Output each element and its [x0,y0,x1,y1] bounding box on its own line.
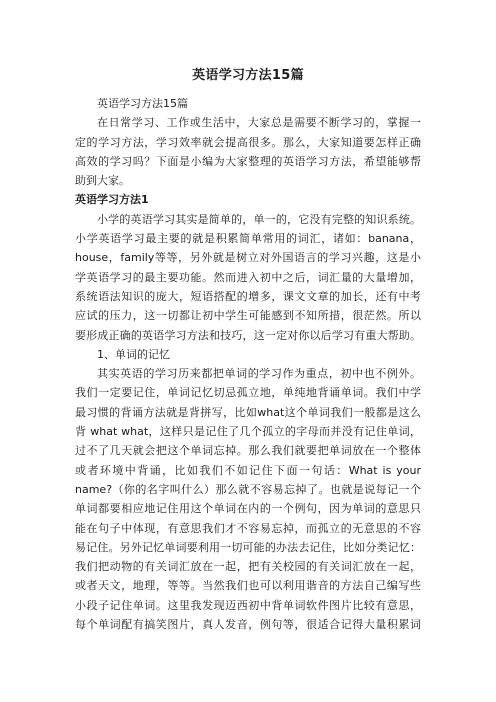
text-line: 单词都要相应地记住用这个单词在内的一个例句，因为单词的意思只 [75,502,421,516]
text-line: 小学的英语学习其实是简单的，单一的，它没有完整的知识系统。 [97,212,421,226]
text-line: 背 what what，这样只是记住了几个孤立的字母而并没有记住单词， [75,425,421,439]
text-line: 英语学习方法15篇 [97,97,188,110]
text-line: 1、单词的记忆 [97,347,170,361]
text-line: 或者天文，地理，等等。当然我们也可以利用谐音的方法自己编写些 [75,579,421,593]
text-line: 定的学习方法，学习效率就会提高很多。那么，大家知道要怎样正确 [75,135,421,149]
text-line: name?（你的名字叫什么）那么就不容易忘掉了。也就是说每记一个 [75,482,421,496]
text-line: 易记住。另外记忆单词要利用一切可能的办法去记住，比如分类记忆： [75,540,421,554]
text-line: 能在句子中体现，有意思我们才不容易忘掉，而孤立的无意思的不容 [75,521,421,535]
document-body [75,94,421,634]
text-line: house，family等等，另外就是树立对外国语言的学习兴趣，这是小 [75,251,421,265]
text-line: 我们把动物的有关词汇放在一起，把有关校园的有关词汇放在一起， [75,560,421,574]
section-heading: 英语学习方法1 [75,193,149,207]
text-line: 助到大家。 [75,174,130,188]
text-line: 应试的压力，这一切都让初中学生可能感到不知所措，很茫然。所以 [75,309,421,323]
text-line: 或者环境中背诵，比如我们不如记住下面一句话：What is your [75,463,421,477]
text-line: 系统语法知识的庞大，短语搭配的增多，课文文章的加长，还有中考 [75,289,421,303]
text-line: 最习惯的背诵方法就是背拼写，比如what这个单词我们一般都是这么 [75,405,421,419]
text-line: 我们一定要记住，单词记忆切忌孤立地，单纯地背诵单词。我们中学 [75,386,421,400]
text-line: 学英语学习的最主要功能。然而进入初中之后，词汇量的大量增加， [75,270,421,284]
text-line: 小学英语学习最主要的就是积累简单常用的词汇，诸如：banana， [75,232,421,246]
text-line: 小段子记住单词。这里我发现迈西初中背单词软件图片比较有意思， [75,598,421,612]
document-title: 英语学习方法15篇 [192,68,304,83]
text-line: 每个单词配有搞笑图片，真人发音，例句等，很适合记得大量积累词 [75,618,421,632]
text-line: 要形成正确的英语学习方法和技巧，这一定对你以后学习有重大帮助。 [75,328,421,342]
text-line: 其实英语的学习历来都把单词的学习作为重点，初中也不例外。 [97,367,421,381]
text-line: 过不了几天就会把这个单词忘掉。那么我们就要把单词放在一个整体 [75,444,421,458]
text-line: 高效的学习吗？下面是小编为大家整理的英语学习方法，希望能够帮 [75,154,421,168]
text-line: 在日常学习、工作或生活中，大家总是需要不断学习的，掌握一 [97,116,421,130]
